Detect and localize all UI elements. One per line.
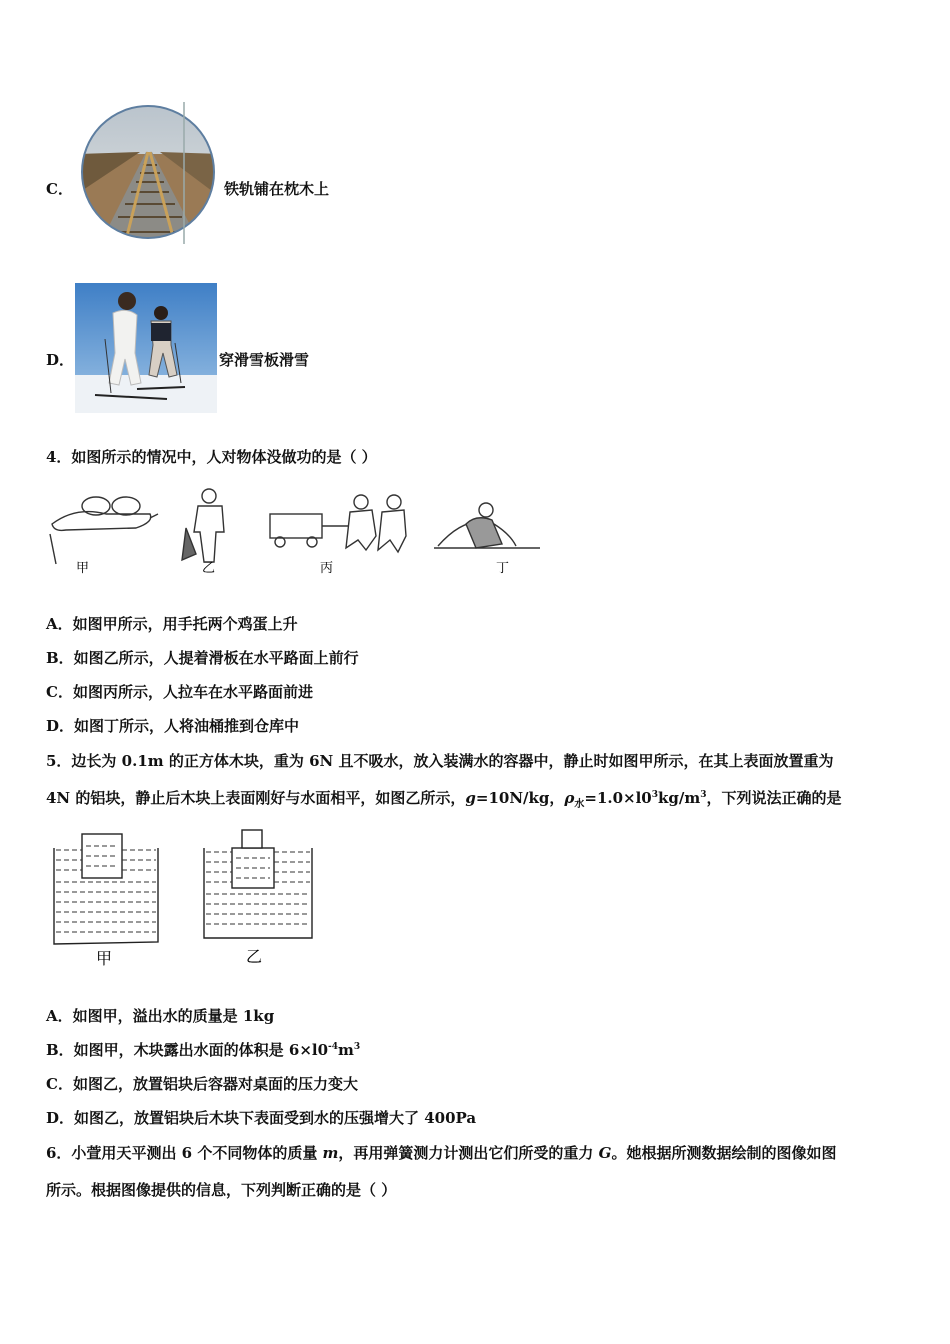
q5-rho-sub: 水: [574, 799, 585, 810]
railway-image: [80, 102, 220, 248]
q6-pre: 6．小萱用天平测出 6 个不同物体的质量: [46, 1144, 323, 1162]
q4-figure: [46, 484, 556, 588]
q6-m-symbol: m: [322, 1144, 339, 1162]
q4-stem: 4．如图所示的情况中，人对物体没做功的是（ ）: [46, 448, 377, 466]
q5-fig-label-jia: 甲: [96, 949, 113, 968]
q5-option-b-unit: m: [338, 1041, 354, 1059]
q6-mid: ，再用弹簧测力计测出它们所受的重力: [338, 1144, 599, 1162]
q5-fig-label-yi: 乙: [246, 947, 263, 966]
q4-option-b: B．如图乙所示，人提着滑板在水平路面上前行: [46, 649, 359, 667]
q4-fig-label-yi: 乙: [202, 561, 216, 576]
option-c-label: C．: [46, 180, 73, 198]
option-d-text: 穿滑雪板滑雪: [219, 351, 310, 369]
q5-option-a: A．如图甲，溢出水的质量是 1kg: [46, 1007, 275, 1025]
q6-post: 。她根据所测数据绘制的图像如图: [611, 1144, 837, 1162]
q5-rho-symbol: ρ: [564, 789, 575, 807]
q6-stem-line2: 所示。根据图像提供的信息，下列判断正确的是（ ）: [46, 1181, 397, 1199]
q6-stem-line1: [46, 1142, 836, 1163]
q5-rho-exp: 3: [651, 790, 659, 800]
q5-option-b-text: B．如图甲，木块露出水面的体积是 6×l0: [46, 1041, 329, 1059]
q4-option-d: D．如图丁所示，人将油桶推到仓库中: [46, 717, 300, 735]
q6-G-symbol: G: [598, 1144, 612, 1162]
q5-g-value: =10N/kg，: [475, 789, 565, 807]
q5-stem-line2-text: 4N 的铝块，静止后木块上表面刚好与水面相平，如图乙所示，: [46, 789, 466, 807]
q5-option-c: C．如图乙，放置铝块后容器对桌面的压力变大: [46, 1075, 358, 1093]
q5-rho-unit: kg/m: [658, 789, 701, 807]
q5-option-b-unit-exp: 3: [353, 1042, 361, 1052]
q5-option-b: [46, 1039, 360, 1060]
q4-fig-label-jia: 甲: [76, 561, 90, 576]
skiing-image: [75, 283, 217, 417]
option-c-text: 铁轨铺在枕木上: [224, 180, 330, 198]
q5-stem-tail: ，下列说法正确的是: [706, 789, 842, 807]
q5-option-b-exp: -4: [328, 1042, 339, 1052]
q4-fig-label-bing: 丙: [320, 561, 334, 576]
q5-stem-line2: [46, 787, 842, 810]
q5-rho-value: =1.0×l0: [584, 789, 652, 807]
option-d-label: D．: [46, 351, 75, 369]
q5-option-d: D．如图乙，放置铝块后木块下表面受到水的压强增大了 400Pa: [46, 1109, 477, 1127]
q5-rho-unit-exp: 3: [700, 790, 707, 800]
q4-option-a: A．如图甲所示，用手托两个鸡蛋上升: [46, 615, 298, 633]
q5-figure: [46, 826, 326, 980]
q4-option-c: C．如图丙所示，人拉车在水平路面前进: [46, 683, 313, 701]
q4-fig-label-ding: 丁: [496, 561, 510, 576]
q5-stem-line1: 5．边长为 0.1m 的正方体木块，重为 6N 且不吸水，放入装满水的容器中，静止时如图甲所示，在其上表面放置重为: [46, 752, 834, 770]
q5-g-symbol: g: [465, 789, 476, 807]
